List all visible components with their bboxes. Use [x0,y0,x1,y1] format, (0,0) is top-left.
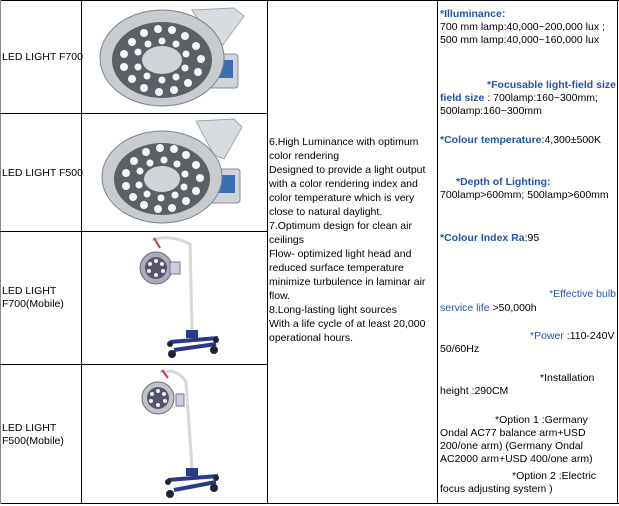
spec-field-prefix: field size [440,92,485,104]
spec-cri [440,232,616,245]
model-f500-mobile: LED LIGHT F500(Mobile) [2,422,64,447]
spec-field-label-wrap [440,79,616,92]
model-f700-mobile: LED LIGHT F700(Mobile) [2,285,64,310]
spec-illuminance-value: 700 mm lamp:40,000~200,000 lux ; 500 mm lamp:40,000~160,000 lux [440,21,605,46]
spec-option2: *Option 2 :Electric focus adjusting system ) [440,470,597,495]
spec-bulb-label-2: service life [440,302,490,314]
led-light-f500-image [84,117,266,229]
table-border-bottom [0,503,619,504]
spec-power-label: *Power [530,330,564,342]
spec-install: *Installation height :290CM [440,372,595,397]
spec-option1: *Option 1 :Germany Ondal AC77 balance arm+USD 200/one arm) (Germany Ondal AC2000 arm+USD 400/one arm) [440,414,593,465]
spec-colour-temp-label: *Colour temperature [440,134,542,146]
spec-bulb [440,302,616,315]
spec-field-value: : 700lamp:160~300mm; 500lamp:160~300mm [440,92,598,117]
row-divider-3 [0,364,268,365]
col-divider-1 [81,0,82,504]
spec-illuminance-label: *Illuminance: [440,8,506,20]
spec-bulb-label-wrap [440,288,616,301]
col-divider-3 [437,0,438,504]
model-f700: LED LIGHT F700 [2,51,83,63]
features-text: 6.High Luminance with optimum color rendering Designed to provide a light output with a color rendering index and color temperature which is very close to natural daylight. 7.Optimum design for clean air ceilings Flow- optimized light head and reduced surface temperature minimize turbulence in laminar air flow. 8.Long-lasting light sources With a life cycle of at least 20,000 operational hours. [269,136,426,344]
col-divider-2 [267,0,268,504]
spec-power [440,330,616,356]
row-divider-2 [0,231,268,232]
table-border-right [617,0,618,504]
spec-colour-temp-value: :4,300±500K [541,134,602,146]
spec-field-label: *Focusable light-field size [487,79,616,91]
table-border-top [0,0,619,1]
spec-cri-label: *Colour Index Ra [440,232,525,244]
spec-cri-value: :95 [524,232,540,244]
spec-bulb-label: *Effective bulb [549,288,616,300]
spec-depth-value: 700lamp>600mm; 500lamp>600mm [440,189,609,201]
spec-depth-label: *Depth of Lighting: [456,176,551,188]
led-light-f700-mobile-image [130,234,220,362]
spec-bulb-value: >50,000h [489,302,537,314]
spec-field-value-wrap [440,92,616,118]
spec-depth [440,176,616,202]
model-f500: LED LIGHT F500 [2,167,83,179]
led-light-f500-mobile-image [130,368,220,502]
spec-colour-temperature [440,134,616,147]
spec-power-value: :110-240V 50/60Hz [440,330,615,355]
led-light-f700-image [84,2,266,112]
spec-illuminance [440,8,616,47]
table-border-left [0,0,1,504]
row-divider-1 [0,113,268,114]
